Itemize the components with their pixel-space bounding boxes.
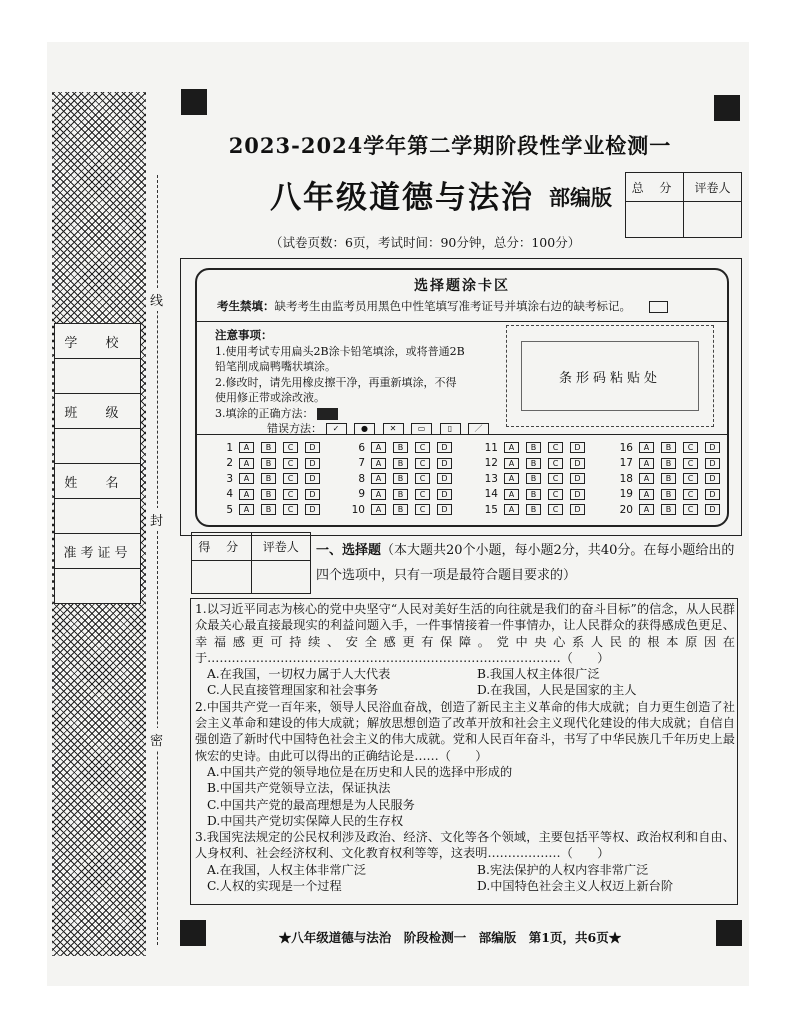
answer-bubble-d[interactable]: D bbox=[570, 442, 585, 453]
answer-bubble-c[interactable]: C bbox=[548, 489, 563, 500]
answer-bubble-c[interactable]: C bbox=[415, 473, 430, 484]
answer-number: 19 bbox=[619, 488, 633, 501]
answer-bubble-a[interactable]: A bbox=[639, 473, 654, 484]
question-3-stem: 3.我国宪法规定的公民权利涉及政治、经济、文化等各个领域，主要包括平等权、政治权利和自由、人身权利、社会经济权利、文化教育权利等等，这表明………………（ ） bbox=[195, 830, 735, 861]
answer-row bbox=[215, 440, 327, 456]
answer-bubble-a[interactable]: A bbox=[504, 489, 519, 500]
answer-bubble-a[interactable]: A bbox=[239, 504, 254, 515]
answer-bubble-c[interactable]: C bbox=[548, 442, 563, 453]
edition-label: 部编版 bbox=[549, 186, 612, 210]
answer-bubble-b[interactable]: B bbox=[661, 458, 676, 469]
answer-number: 1 bbox=[226, 441, 233, 454]
answer-row bbox=[215, 456, 327, 472]
absence-notice-text: 缺考考生由监考员用黑色中性笔填写准考证号并填涂右边的缺考标记。 bbox=[274, 299, 631, 313]
question-1-stem: 1.以习近平同志为核心的党中央坚守“人民对美好生活的向往就是我们的奋斗目标”的信念，从人民群众最关心最直接最现实的利益问题入手，一件事情接着一件事情办，让人民群众的获得感成色更足、幸福感更可持续、安全感更有保障。党中央心系人民的根本原因在于……………………………………………………………………………（ ） bbox=[195, 602, 735, 665]
answer-number: 6 bbox=[358, 441, 365, 454]
class-label: 班 级 bbox=[55, 394, 140, 429]
answer-row bbox=[615, 440, 727, 456]
answer-column bbox=[480, 440, 592, 518]
answer-number: 4 bbox=[226, 488, 233, 501]
answer-bubble-c[interactable]: C bbox=[683, 504, 698, 515]
answer-bubble-a[interactable]: A bbox=[371, 442, 386, 453]
answer-row bbox=[480, 471, 592, 487]
answer-bubble-b[interactable]: B bbox=[661, 473, 676, 484]
total-score-box bbox=[625, 172, 742, 238]
answer-number: 16 bbox=[619, 441, 633, 454]
answer-bubble-d[interactable]: D bbox=[305, 504, 320, 515]
answer-bubble-b[interactable]: B bbox=[261, 473, 276, 484]
section-score-field[interactable] bbox=[192, 561, 252, 593]
correct-fill-sample bbox=[317, 408, 338, 420]
answer-bubble-b[interactable]: B bbox=[261, 504, 276, 515]
answer-number: 14 bbox=[484, 488, 498, 501]
exam-title: 2023-2024学年第二学期阶段性学业检测一 bbox=[228, 133, 672, 158]
answer-card bbox=[180, 258, 742, 536]
answer-number: 7 bbox=[358, 457, 365, 470]
answer-bubble-c[interactable]: C bbox=[415, 458, 430, 469]
absence-notice-label: 考生禁填： bbox=[217, 299, 275, 313]
answer-number: 18 bbox=[619, 472, 633, 485]
exam-id-field[interactable] bbox=[55, 569, 140, 603]
binding-mark-mi: 密 bbox=[150, 728, 163, 751]
answer-bubble-c[interactable]: C bbox=[415, 489, 430, 500]
wrong-sample-dot: ● bbox=[354, 423, 375, 435]
exam-info: （试卷页数：6页，考试时间：90分钟，总分：100分） bbox=[270, 235, 581, 250]
section-title: 一、选择题 bbox=[316, 543, 382, 558]
answer-bubble-c[interactable]: C bbox=[415, 442, 430, 453]
answer-bubble-b[interactable]: B bbox=[526, 489, 541, 500]
total-score-field[interactable] bbox=[626, 202, 684, 237]
answer-column bbox=[615, 440, 727, 518]
answer-bubble-a[interactable]: A bbox=[239, 442, 254, 453]
answer-number: 11 bbox=[484, 441, 498, 454]
total-score-label: 总 分 bbox=[626, 173, 684, 201]
answer-bubble-d[interactable]: D bbox=[437, 504, 452, 515]
answer-bubble-a[interactable]: A bbox=[639, 458, 654, 469]
answer-number: 3 bbox=[226, 472, 233, 485]
answer-bubble-d[interactable]: D bbox=[570, 473, 585, 484]
answer-row bbox=[480, 487, 592, 503]
answer-number: 10 bbox=[351, 503, 365, 516]
instruction-line: 2.修改时，请先用橡皮擦干净，再重新填涂，不得 bbox=[215, 375, 457, 389]
answer-bubble-a[interactable]: A bbox=[371, 458, 386, 469]
answer-bubble-d[interactable]: D bbox=[305, 442, 320, 453]
page-footer: ★八年级道德与法治 阶段检测一 部编版 第1页，共6页★ bbox=[278, 930, 622, 945]
instruction-line: 铅笔削成扁鸭嘴状填涂。 bbox=[215, 360, 336, 373]
question-option: C.中国共产党的最高理想是为人民服务 bbox=[207, 797, 415, 812]
option-row bbox=[195, 878, 735, 894]
answer-bubble-b[interactable]: B bbox=[261, 458, 276, 469]
answer-bubble-c[interactable]: C bbox=[283, 473, 298, 484]
answer-card-title: 选择题涂卡区 bbox=[414, 278, 510, 294]
correct-method: 3.填涂的正确方法： bbox=[215, 406, 495, 422]
wrong-sample-half: ▯ bbox=[440, 423, 461, 435]
answer-bubble-a[interactable]: A bbox=[639, 489, 654, 500]
answer-row bbox=[480, 440, 592, 456]
answer-bubble-a[interactable]: A bbox=[371, 489, 386, 500]
registration-mark-top-right bbox=[714, 95, 740, 121]
name-field[interactable] bbox=[55, 499, 140, 534]
answer-number: 12 bbox=[484, 457, 498, 470]
answer-bubble-c[interactable]: C bbox=[283, 504, 298, 515]
answer-bubble-d[interactable]: D bbox=[437, 442, 452, 453]
section-grader-field[interactable] bbox=[252, 561, 311, 593]
absence-mark-box[interactable] bbox=[649, 301, 668, 313]
section-score-label: 得 分 bbox=[192, 533, 252, 560]
answer-bubble-d[interactable]: D bbox=[705, 473, 720, 484]
wrong-method: 错误方法： ✓ ● ✕ ▭ ▯ ／ bbox=[215, 421, 495, 437]
answer-number: 13 bbox=[484, 472, 498, 485]
card-divider bbox=[197, 434, 727, 435]
class-field[interactable] bbox=[55, 429, 140, 464]
wrong-sample-line: ▭ bbox=[411, 423, 432, 435]
answer-row bbox=[480, 456, 592, 472]
barcode-area bbox=[506, 325, 714, 427]
answer-bubble-a[interactable]: A bbox=[504, 442, 519, 453]
answer-bubble-c[interactable]: C bbox=[683, 473, 698, 484]
question-list bbox=[195, 601, 735, 894]
answer-bubble-a[interactable]: A bbox=[504, 504, 519, 515]
answer-row bbox=[215, 487, 327, 503]
wrong-sample-slash: ／ bbox=[468, 423, 489, 435]
answer-bubble-a[interactable]: A bbox=[239, 473, 254, 484]
instructions-title: 注意事项： bbox=[215, 328, 273, 342]
answer-bubble-a[interactable]: A bbox=[639, 442, 654, 453]
section-score-box bbox=[191, 532, 311, 594]
answer-row bbox=[215, 471, 327, 487]
answer-bubble-c[interactable]: C bbox=[415, 504, 430, 515]
section-grader-label: 评卷人 bbox=[262, 540, 299, 554]
answer-bubble-d[interactable]: D bbox=[570, 504, 585, 515]
question-option: D.在我国，人民是国家的主人 bbox=[477, 683, 637, 698]
answer-bubble-d[interactable]: D bbox=[437, 489, 452, 500]
answer-bubble-b[interactable]: B bbox=[526, 458, 541, 469]
answer-bubble-a[interactable]: A bbox=[371, 473, 386, 484]
option-row bbox=[195, 666, 735, 682]
answer-bubble-a[interactable]: A bbox=[504, 458, 519, 469]
question-option: C.人民直接管理国家和社会事务 bbox=[207, 683, 379, 698]
absence-notice bbox=[217, 298, 668, 314]
answer-number: 17 bbox=[619, 457, 633, 470]
option-row bbox=[195, 862, 735, 878]
answer-bubble-c[interactable]: C bbox=[283, 489, 298, 500]
answer-bubble-b[interactable]: B bbox=[393, 489, 408, 500]
answer-bubble-b[interactable]: B bbox=[526, 504, 541, 515]
answer-row bbox=[480, 502, 592, 518]
answer-number: 5 bbox=[226, 503, 233, 516]
answer-bubble-c[interactable]: C bbox=[548, 504, 563, 515]
answer-bubble-d[interactable]: D bbox=[570, 489, 585, 500]
answer-bubble-b[interactable]: B bbox=[661, 504, 676, 515]
answer-bubble-b[interactable]: B bbox=[393, 504, 408, 515]
answer-column bbox=[215, 440, 327, 518]
answer-bubble-b[interactable]: B bbox=[261, 442, 276, 453]
instruction-line: 1.使用考试专用扁头2B涂卡铅笔填涂，或将普通2B bbox=[215, 344, 465, 358]
answer-bubble-c[interactable]: C bbox=[683, 442, 698, 453]
answer-bubble-d[interactable]: D bbox=[705, 489, 720, 500]
question-option: D.中国共产党切实保障人民的生存权 bbox=[207, 813, 404, 828]
question-option: B.宪法保护的人权内容非常广泛 bbox=[477, 862, 649, 877]
answer-bubble-a[interactable]: A bbox=[639, 504, 654, 515]
question-2-stem: 2.中国共产党一百年来，领导人民浴血奋战，创造了新民主主义革命的伟大成就；自力更生创造了社会主义革命和建设的伟大成就；解放思想创造了改革开放和社会主义现代化建设的伟大成就；自信自强创造了新时代中国特色社会主义的伟大成就。党和人民百年奋斗，书写了中华民族几千年历史上最恢宏的史诗。由此可以得出的正确结论是……（ ） bbox=[195, 699, 735, 763]
answer-row bbox=[615, 487, 727, 503]
option-row bbox=[195, 682, 735, 698]
answer-bubble-grid bbox=[215, 440, 715, 520]
section-desc: （本大题共20个小题，每小题2分，共40分。在每小题给出的四个选项中，只有一项是最符合题目要求的） bbox=[316, 543, 735, 583]
answer-bubble-a[interactable]: A bbox=[371, 504, 386, 515]
answer-bubble-a[interactable]: A bbox=[239, 489, 254, 500]
name-label: 姓 名 bbox=[55, 464, 140, 499]
question-option: A.在我国，一切权力属于人大代表 bbox=[207, 667, 391, 682]
answer-number: 15 bbox=[484, 503, 498, 516]
answer-bubble-c[interactable]: C bbox=[283, 458, 298, 469]
answer-number: 20 bbox=[619, 503, 633, 516]
answer-bubble-a[interactable]: A bbox=[239, 458, 254, 469]
answer-bubble-d[interactable]: D bbox=[305, 489, 320, 500]
registration-mark-top-left bbox=[181, 89, 207, 115]
answer-bubble-c[interactable]: C bbox=[683, 458, 698, 469]
wrong-sample-check: ✓ bbox=[326, 423, 347, 435]
card-divider bbox=[197, 321, 727, 322]
answer-bubble-b[interactable]: B bbox=[526, 473, 541, 484]
answer-row bbox=[215, 502, 327, 518]
answer-column bbox=[347, 440, 459, 518]
binding-mark-xian: 线 bbox=[150, 288, 163, 311]
school-label: 学 校 bbox=[55, 324, 140, 359]
subject-title: 八年级道德与法治 bbox=[270, 180, 534, 216]
binding-mark-feng: 封 bbox=[150, 508, 163, 531]
answer-bubble-d[interactable]: D bbox=[305, 458, 320, 469]
answer-row bbox=[615, 471, 727, 487]
answer-row bbox=[615, 456, 727, 472]
answer-bubble-d[interactable]: D bbox=[705, 458, 720, 469]
grader-label: 评卷人 bbox=[694, 180, 731, 195]
section-heading bbox=[316, 538, 740, 588]
answer-bubble-d[interactable]: D bbox=[705, 442, 720, 453]
answer-bubble-b[interactable]: B bbox=[526, 442, 541, 453]
answer-bubble-c[interactable]: C bbox=[548, 458, 563, 469]
student-info-table bbox=[54, 323, 141, 604]
answer-row bbox=[347, 471, 459, 487]
answer-row bbox=[347, 502, 459, 518]
answer-number: 9 bbox=[358, 488, 365, 501]
answer-bubble-b[interactable]: B bbox=[661, 489, 676, 500]
answer-bubble-b[interactable]: B bbox=[661, 442, 676, 453]
question-option: B.我国人权主体很广泛 bbox=[477, 667, 600, 682]
question-option: A.中国共产党的领导地位是在历史和人民的选择中形成的 bbox=[207, 764, 513, 779]
answer-bubble-d[interactable]: D bbox=[570, 458, 585, 469]
question-option: B.中国共产党领导立法，保证执法 bbox=[207, 781, 391, 796]
answer-bubble-b[interactable]: B bbox=[393, 442, 408, 453]
answer-bubble-b[interactable]: B bbox=[261, 489, 276, 500]
question-option: C.人权的实现是一个过程 bbox=[207, 879, 342, 894]
answer-number: 8 bbox=[358, 472, 365, 485]
answer-bubble-d[interactable]: D bbox=[705, 504, 720, 515]
answer-row bbox=[347, 456, 459, 472]
answer-bubble-d[interactable]: D bbox=[437, 458, 452, 469]
answer-bubble-d[interactable]: D bbox=[437, 473, 452, 484]
barcode-label: 条形码粘贴处 bbox=[521, 341, 699, 411]
answer-bubble-a[interactable]: A bbox=[504, 473, 519, 484]
school-field[interactable] bbox=[55, 359, 140, 394]
exam-id-label: 准考证号 bbox=[55, 534, 140, 569]
answer-number: 2 bbox=[226, 457, 233, 470]
answer-bubble-c[interactable]: C bbox=[283, 442, 298, 453]
answer-row bbox=[347, 440, 459, 456]
instructions bbox=[215, 328, 495, 437]
answer-bubble-b[interactable]: B bbox=[393, 458, 408, 469]
answer-bubble-d[interactable]: D bbox=[305, 473, 320, 484]
answer-bubble-c[interactable]: C bbox=[548, 473, 563, 484]
instruction-line: 使用修正带或涂改液。 bbox=[215, 391, 325, 404]
answer-bubble-b[interactable]: B bbox=[393, 473, 408, 484]
wrong-sample-cross: ✕ bbox=[383, 423, 404, 435]
question-option: D.中国特色社会主义人权迈上新台阶 bbox=[477, 879, 674, 894]
answer-bubble-c[interactable]: C bbox=[683, 489, 698, 500]
answer-row bbox=[615, 502, 727, 518]
question-area bbox=[190, 598, 738, 905]
question-option: A.在我国，人权主体非常广泛 bbox=[207, 862, 366, 877]
answer-row bbox=[347, 487, 459, 503]
grader-field[interactable] bbox=[684, 202, 741, 237]
